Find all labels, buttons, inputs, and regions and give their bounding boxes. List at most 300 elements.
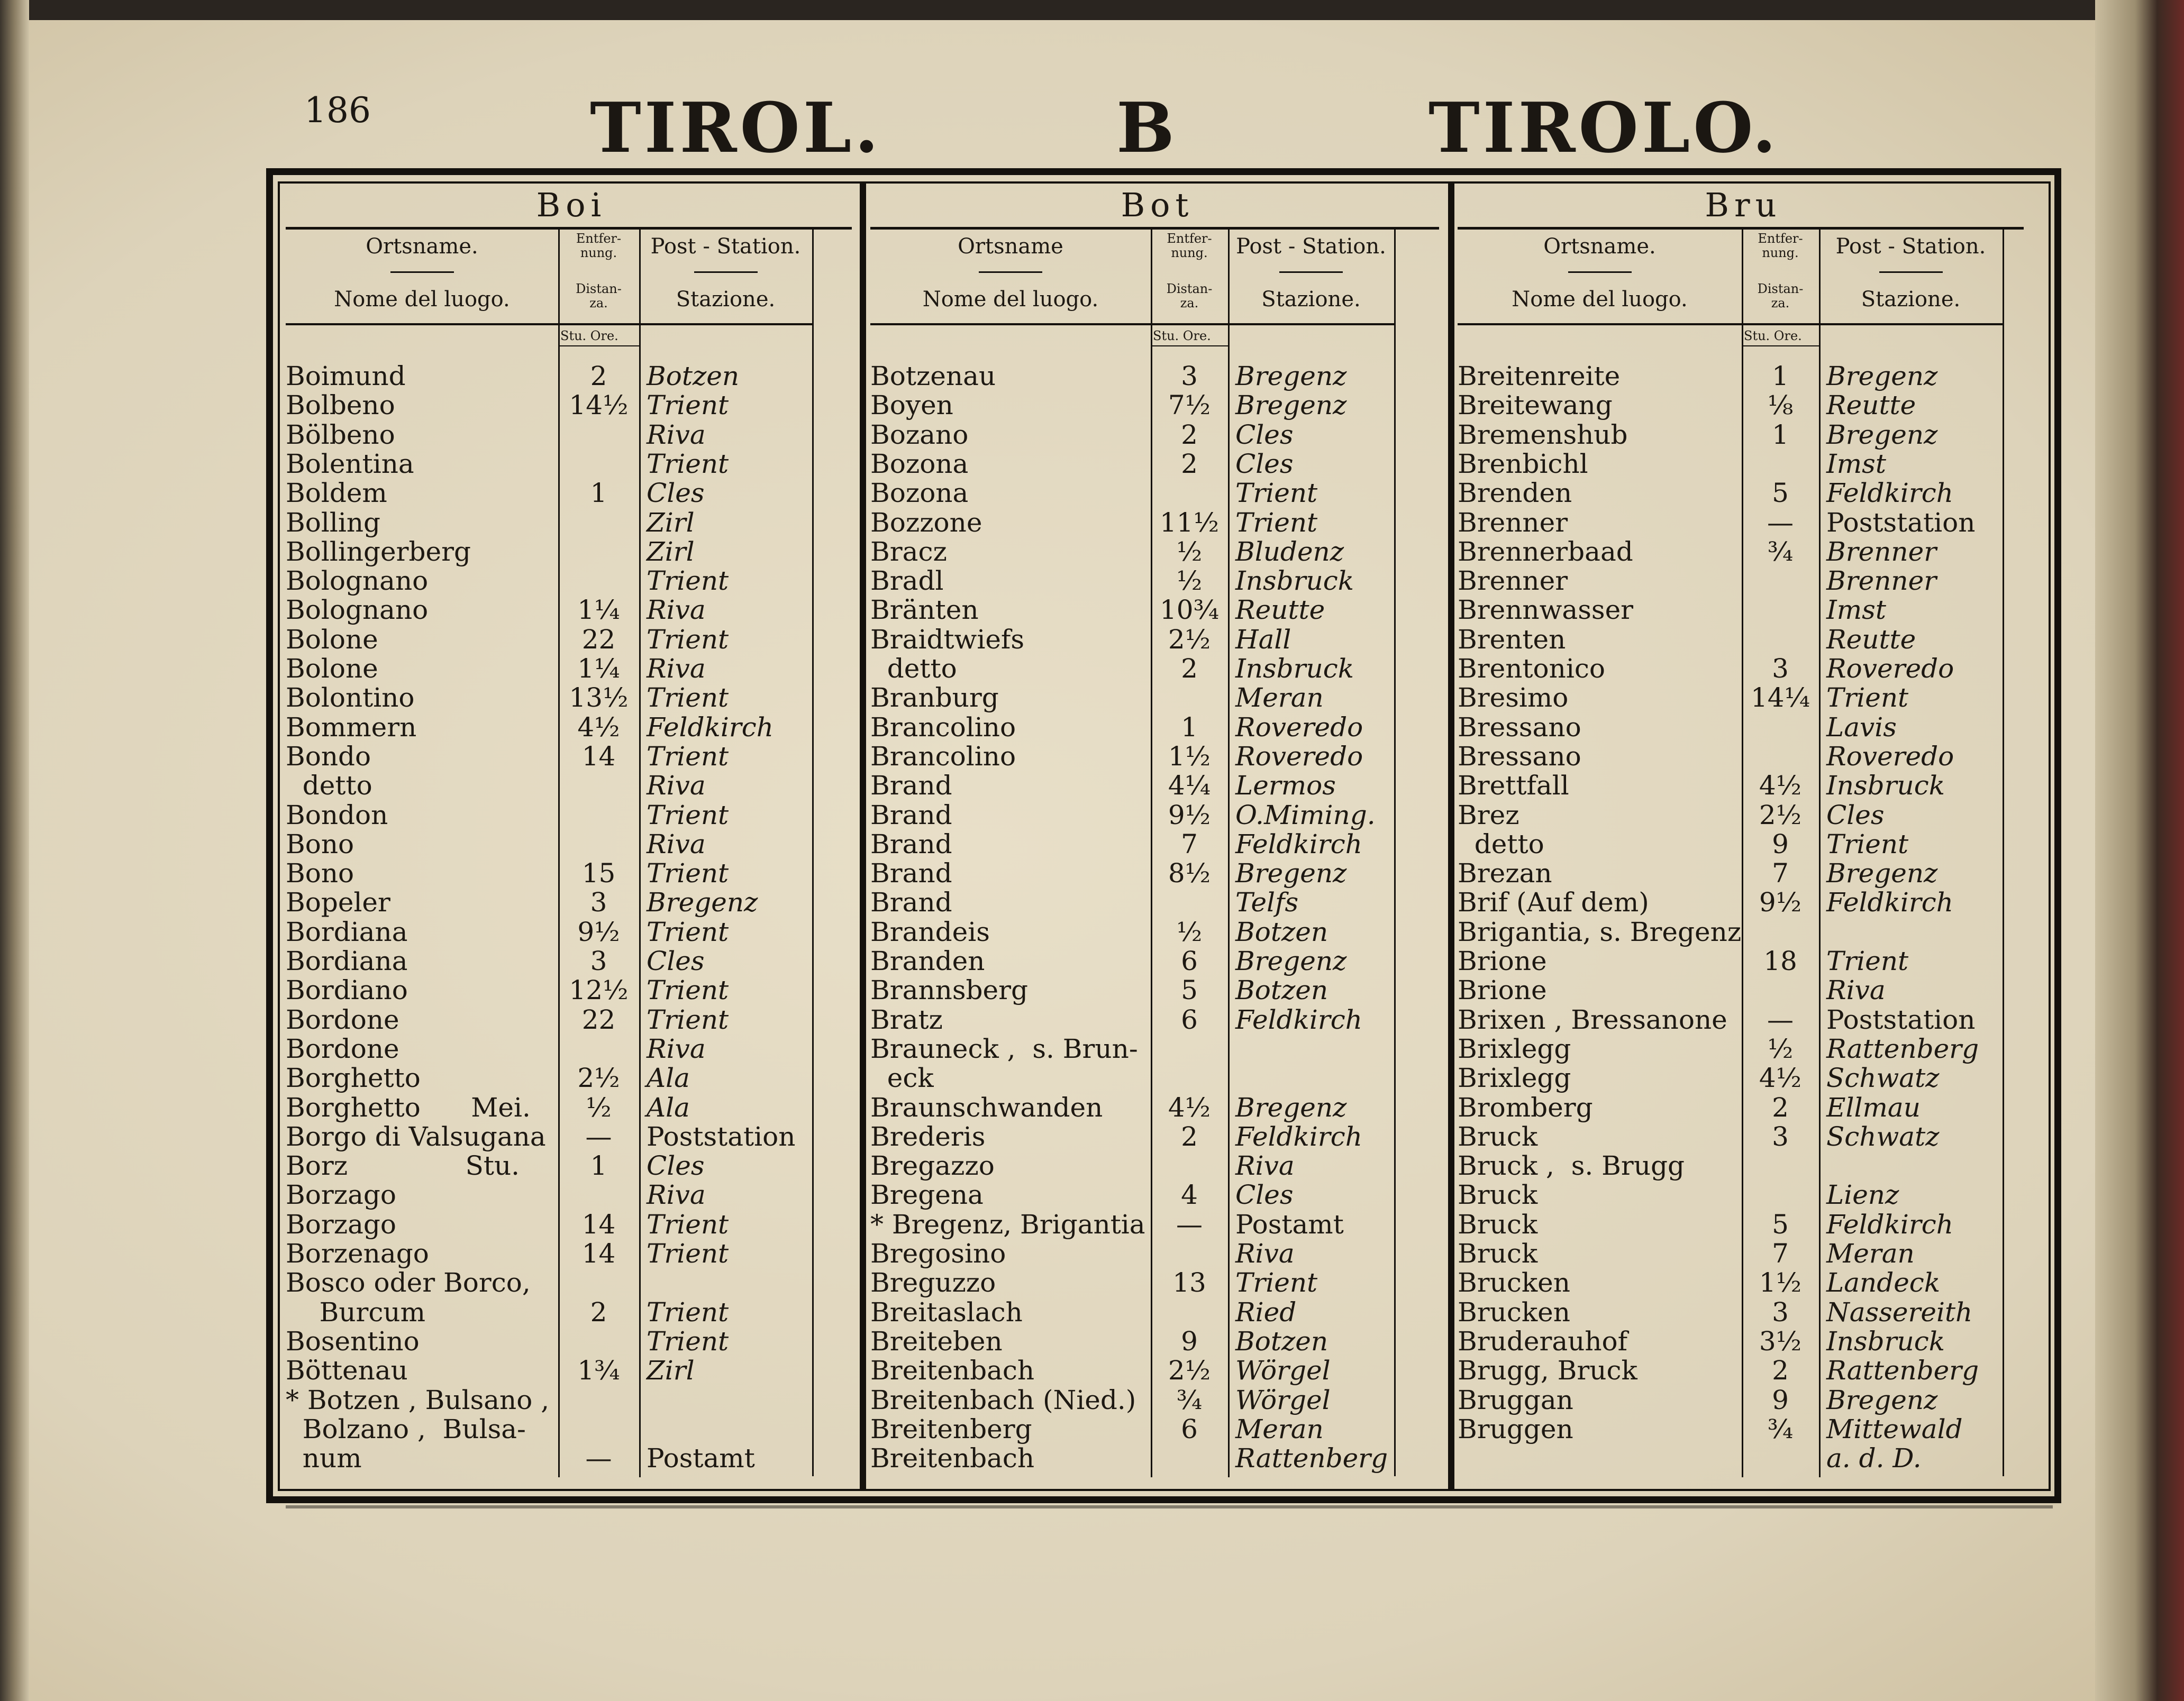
post-station: Zirl [647,1355,695,1386]
post-station: Bregenz [1235,946,1347,976]
place-name: Braunschwanden [870,1092,1103,1123]
place-name: Bolzano , Bulsa- [286,1413,526,1444]
post-station: Botzen [1235,975,1328,1006]
distance-hours: 6 [1181,946,1198,976]
table-row [1458,1180,2029,1210]
distance-hours: 13½ [569,682,629,714]
post-station: Cles [1826,799,1885,830]
place-name: Breitewang [1458,390,1613,421]
table-row [1458,654,2029,683]
page-number: 186 [304,90,371,131]
distance-hours: — [585,1121,612,1152]
table-row [1458,390,2029,420]
table-row [286,858,857,888]
distance-hours: 22 [581,1004,616,1035]
table-row [870,1414,1444,1444]
table-row [1458,1385,2029,1415]
post-station: Trient [647,624,729,655]
post-station: Feldkirch [1235,1121,1362,1152]
place-name: Bozzone [870,507,982,538]
place-name: Bordiana [286,946,408,976]
table-row [1458,1063,2029,1093]
col-ortsname-label: Ortsname. [366,234,478,259]
post-station: Wörgel [1235,1384,1331,1415]
distance-hours: 4½ [1759,770,1802,801]
distance-hours: 8½ [1168,858,1211,889]
table-row [1458,537,2029,566]
table-row [1458,1122,2029,1151]
place-name: Brand [870,799,952,830]
post-station: Imst [1826,448,1886,479]
table-row [286,742,857,771]
place-name: Boldem [286,478,387,509]
post-station: Hall [1235,624,1291,655]
place-name: Brugg, Bruck [1458,1355,1637,1386]
distance-hours: 18 [1763,946,1797,976]
table-row [1458,1239,2029,1268]
place-name: Brione [1458,946,1547,976]
table-row [286,537,857,566]
distance-hours: 1 [1772,361,1789,391]
post-station: Riva [1235,1238,1295,1269]
distance-hours: 3 [1772,1121,1789,1152]
place-name: Bruggan [1458,1384,1573,1415]
distance-hours: 2 [590,1296,607,1328]
table-row [870,390,1444,420]
place-name: Bordone [286,1004,399,1035]
place-name: Böttenau [286,1355,408,1386]
distance-hours: — [585,1443,612,1474]
post-station: Trient [647,1209,729,1240]
table-row [286,917,857,947]
table-row [870,1443,1444,1473]
table-row [286,449,857,479]
table-row [286,420,857,450]
post-station: Cles [1235,419,1294,450]
place-name: Brederis [870,1121,986,1152]
place-name: * Botzen , Bulsano , [286,1384,550,1415]
distance-hours: 4½ [1759,1063,1802,1094]
place-name: Bruderauhof [1458,1325,1628,1357]
table-row [1458,858,2029,888]
place-name: Bozona [870,478,969,509]
table-row [286,478,857,508]
table-row [870,712,1444,742]
place-name: Bolone [286,624,378,655]
place-name: Bopeler [286,887,390,918]
post-station: Wörgel [1235,1355,1331,1386]
distance-hours: — [1767,507,1794,538]
col-header-rule [390,271,454,273]
distance-hours: 4 [1181,1179,1198,1211]
post-station: Bregenz [1235,361,1347,391]
table-row [870,654,1444,683]
place-name: Branburg [870,682,999,714]
post-station: Postamt [1235,1209,1344,1240]
col-entfernung-label: Entfer- nung. [1167,231,1212,260]
table-row [870,771,1444,800]
post-station: Roveredo [1235,711,1363,743]
table-row [1458,1327,2029,1356]
table-row [286,1063,857,1093]
post-station: Feldkirch [1235,828,1362,859]
distance-hours: 7 [1772,1238,1789,1269]
post-station: Ried [1235,1296,1297,1328]
place-name: Bozona [870,448,969,479]
post-station: Trient [647,565,729,597]
distance-hours: ½ [1176,916,1203,947]
distance-hours: 3 [1772,1296,1789,1328]
section-divider [1448,181,1454,1491]
place-name: Borzenago [286,1238,429,1269]
table-row [1458,946,2029,976]
post-station: Bregenz [1826,419,1938,450]
place-name: Brigantia, s. Bregenz [1458,916,1742,947]
table-row [870,1297,1444,1327]
table-row [870,1093,1444,1122]
place-name: Brixlegg [1458,1063,1571,1094]
post-station: Poststation [1826,507,1976,538]
stu-ore-rule [1742,345,1819,346]
place-name: num [286,1443,362,1474]
table-row [286,361,857,391]
post-station: Feldkirch [647,711,774,743]
distance-hours: — [1176,1209,1203,1240]
header-bottom-rule [286,323,812,325]
distance-hours: 1¼ [577,653,620,684]
post-station: Trient [1826,946,1909,976]
distance-hours: 1¾ [577,1355,620,1386]
post-station: Rattenberg [1826,1033,1979,1064]
post-station: Zirl [647,536,695,567]
col-entfernung-label: Entfer- nung. [576,231,622,260]
distance-hours: 4½ [577,711,620,743]
place-name: Bolbeno [286,390,395,421]
distance-hours: 2 [1181,448,1198,479]
post-station: Lavis [1826,711,1897,743]
post-station: Riva [1235,1150,1295,1182]
post-station: Bregenz [1235,390,1347,421]
section-header: Bot [1121,186,1194,224]
place-name: Brand [870,858,952,889]
place-name: detto [286,770,372,801]
place-name: Bosentino [286,1325,420,1357]
place-name: Brenten [1458,624,1566,655]
table-row [1458,508,2029,537]
col-distanza-label: Distan- za. [576,281,622,310]
place-name: Brand [870,828,952,859]
table-row [1458,800,2029,830]
post-station: Trient [647,1004,729,1035]
table-row [1458,361,2029,391]
distance-hours: 10¾ [1159,595,1220,626]
place-name: Bromberg [1458,1092,1593,1123]
post-station: Bludenz [1235,536,1344,567]
distance-hours: 3 [590,946,607,976]
post-station: Trient [647,1325,729,1357]
table-row [286,654,857,683]
scan-left-edge [0,0,29,1701]
table-row [1458,1210,2029,1239]
place-name: Bruck [1458,1238,1538,1269]
table-row [286,1034,857,1064]
post-station: Poststation [647,1121,796,1152]
table-row [286,683,857,712]
table-row [1458,1005,2029,1035]
title-tirol: TIROL. [590,87,882,168]
distance-hours: 2½ [577,1063,620,1094]
table-row [1458,888,2029,917]
distance-hours: ½ [1767,1033,1794,1064]
place-name: Bruggen [1458,1413,1573,1444]
place-name: Bordiano [286,975,408,1006]
table-row [870,1210,1444,1239]
table-row [1458,683,2029,712]
post-station: Cles [1235,1179,1294,1211]
place-name: Brancolino [870,711,1016,743]
table-row [1458,712,2029,742]
post-station: Meran [1826,1238,1915,1269]
table-row [870,361,1444,391]
place-name: Bränten [870,595,979,626]
table-row [1458,478,2029,508]
place-name: Bordone [286,1033,399,1064]
place-name: Breiteben [870,1325,1003,1357]
place-name: Breitenbach [870,1443,1035,1474]
post-station: Trient [647,858,729,889]
post-station: Trient [647,799,729,830]
post-station: Botzen [1235,1325,1328,1357]
place-name: Brennerbaad [1458,536,1633,567]
place-name: Bregena [870,1179,984,1211]
col-header-rule [1568,271,1632,273]
post-station: Feldkirch [1826,887,1953,918]
table-row [870,537,1444,566]
post-station: Trient [647,1296,729,1328]
header-bottom-rule [870,323,1394,325]
post-station: Trient [1235,478,1318,509]
place-name: Brennwasser [1458,595,1634,626]
table-row [870,1239,1444,1268]
place-name: * Bregenz, Brigantia [870,1209,1145,1240]
distance-hours: ¾ [1176,1384,1203,1415]
table-row [286,1239,857,1268]
distance-hours: 5 [1772,478,1789,509]
distance-hours: 3 [1181,361,1198,391]
stu-ore-rule [558,345,639,346]
section-header: Boi [536,186,607,224]
col-stu-ore-label: Stu. Ore. [1153,328,1211,343]
col-header-rule [694,271,758,273]
distance-hours: 2 [1772,1355,1789,1386]
distance-hours: 14 [581,1209,616,1240]
distance-hours: 2½ [1759,799,1802,830]
post-station: Insbruck [1826,1325,1945,1357]
place-name: Brenner [1458,565,1568,597]
post-station: Schwatz [1826,1063,1940,1094]
post-station: Bregenz [1826,858,1938,889]
table-row [286,1180,857,1210]
place-name: Brezan [1458,858,1552,889]
table-row [870,858,1444,888]
title-tirolo: TIROLO. [1428,87,1780,168]
place-name: Brand [870,770,952,801]
place-name: Botzenau [870,361,996,391]
place-name: Brione [1458,975,1547,1006]
post-station: Riva [647,828,706,859]
post-station: Insbruck [1826,770,1945,801]
place-name: Bondon [286,799,388,830]
table-row [286,1297,857,1327]
post-station: Feldkirch [1826,1209,1953,1240]
place-name: Bollingerberg [286,536,471,567]
stu-ore-rule [1151,345,1228,346]
place-name: Brettfall [1458,770,1569,801]
place-name: Bremenshub [1458,419,1628,450]
table-row [1458,917,2029,947]
place-name: Bressano [1458,711,1581,743]
scan-top-edge [0,0,2184,20]
distance-hours: 11½ [1159,507,1220,538]
post-station: Ala [647,1092,690,1123]
post-station: Cles [647,946,705,976]
page-shadow [286,1505,2053,1508]
place-name: Bradl [870,565,944,597]
table-row [286,1268,857,1297]
distance-hours: 12½ [569,975,629,1006]
post-station: Feldkirch [1235,1004,1362,1035]
place-name: Borghetto Mei. [286,1092,531,1123]
distance-hours: 14 [581,1238,616,1269]
distance-hours: 1 [590,478,607,509]
place-name: Bregosino [870,1238,1006,1269]
post-station: Roveredo [1826,653,1954,684]
table-row [1458,1151,2029,1181]
table-row [286,1093,857,1122]
post-station: Botzen [1235,916,1328,947]
post-station: Roveredo [1826,740,1954,772]
post-station: Trient [647,390,729,421]
post-station: Feldkirch [1826,478,1953,509]
post-station: Bregenz [647,887,758,918]
col-stazione-label: Stazione. [1861,287,1961,312]
table-row [286,975,857,1005]
post-station: Ellmau [1826,1092,1921,1123]
table-row [1458,625,2029,654]
col-header-rule [979,271,1042,273]
post-station: Botzen [647,361,740,391]
table-row [870,829,1444,859]
place-name: Bolone [286,653,378,684]
table-row [870,1034,1444,1064]
place-name: Brancolino [870,740,1016,772]
distance-hours: 9 [1772,828,1789,859]
post-station: Lienz [1826,1179,1899,1211]
table-row [870,1151,1444,1181]
table-row [286,888,857,917]
distance-hours: 2 [1181,1121,1198,1152]
distance-hours: ½ [1176,565,1203,597]
place-name: detto [870,653,957,684]
post-station: Reutte [1826,624,1916,655]
table-row [286,1005,857,1035]
distance-hours: 1½ [1759,1267,1802,1298]
post-station: Insbruck [1235,653,1354,684]
place-name: Bono [286,828,354,859]
table-row [870,1122,1444,1151]
table-row [1458,975,2029,1005]
post-station: Trient [1826,682,1909,714]
table-row [870,449,1444,479]
table-row [286,566,857,596]
post-station: Landeck [1826,1267,1941,1298]
col-entfernung-label: Entfer- nung. [1758,231,1803,260]
distance-hours: 5 [1772,1209,1789,1240]
post-station: Trient [647,448,729,479]
place-name: Bolentina [286,448,414,479]
distance-hours: 3 [590,887,607,918]
post-station: Riva [647,419,706,450]
section-header-rule [286,227,852,230]
place-name: Brez [1458,799,1519,830]
post-station: Telfs [1235,887,1299,918]
table-row [286,1356,857,1385]
table-row [870,420,1444,450]
table-row [870,566,1444,596]
distance-hours: 22 [581,624,616,655]
distance-hours: ½ [1176,536,1203,567]
distance-hours: 1¼ [577,595,620,626]
section-header: Bru [1705,186,1782,224]
post-station: Reutte [1235,595,1325,626]
section-divider [860,181,866,1491]
distance-hours: 14½ [569,390,629,421]
place-name: Bresimo [1458,682,1569,714]
table-row [286,1385,857,1415]
table-row [870,1327,1444,1356]
section-bot [870,181,1444,1491]
place-name: Bolognano [286,565,429,597]
col-nome-label: Nome del luogo. [334,287,510,312]
table-row [1458,1093,2029,1122]
place-name: Bölbeno [286,419,395,450]
table-row [870,595,1444,625]
post-station: Zirl [647,507,695,538]
post-station: O.Miming. [1235,799,1376,830]
table-row [286,390,857,420]
post-station: Bregenz [1235,858,1347,889]
place-name: Bruck [1458,1121,1538,1152]
place-name: detto [1458,828,1544,859]
post-station: Schwatz [1826,1121,1940,1152]
table-row [1458,829,2029,859]
post-station: Trient [1235,1267,1318,1298]
table-row [1458,771,2029,800]
distance-hours: 1 [590,1150,607,1182]
table-row [286,1327,857,1356]
table-row [870,1268,1444,1297]
distance-hours: 9½ [1168,799,1211,830]
table-row [1458,1356,2029,1385]
post-station: a. d. D. [1826,1443,1922,1474]
distance-hours: 9 [1772,1384,1789,1415]
table-row [870,1063,1444,1093]
distance-hours: 7 [1181,828,1198,859]
place-name: Brand [870,887,952,918]
place-name: Braidtwiefs [870,624,1025,655]
table-row [870,742,1444,771]
distance-hours: 1 [1772,419,1789,450]
